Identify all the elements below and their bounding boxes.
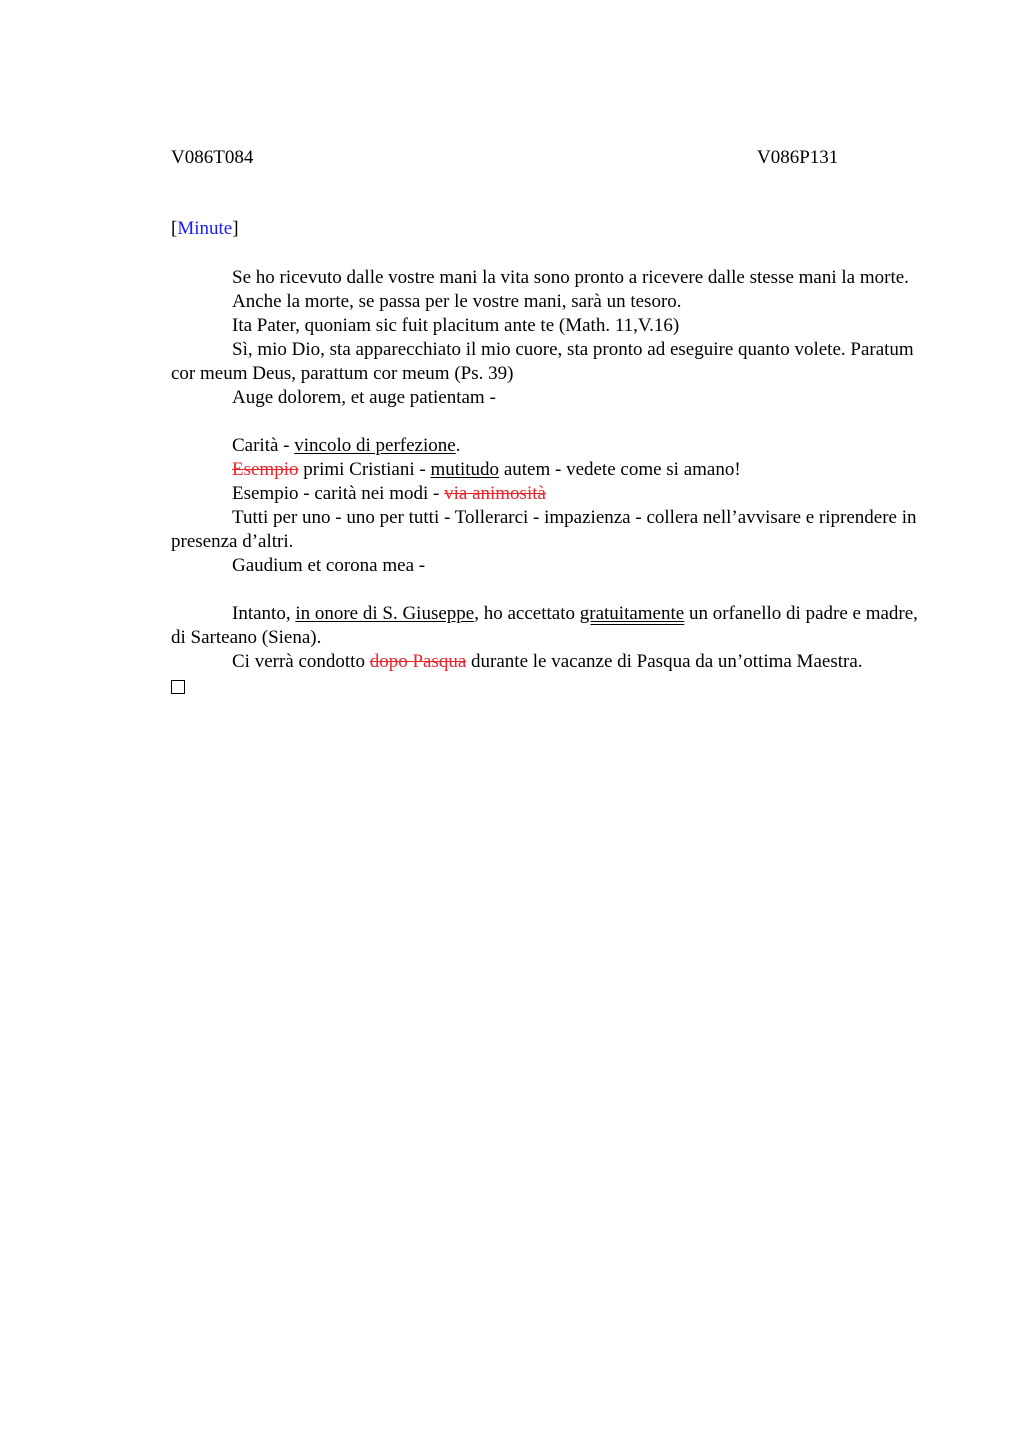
paragraph: Gaudium et corona mea - [232,555,426,576]
text-run: Intanto, [232,603,296,624]
deleted-text: dopo Pasqua [369,651,467,672]
document-body [171,266,921,701]
paragraph [171,650,921,674]
underlined-text: vincolo di perfezione [294,435,456,456]
end-marker [171,674,921,701]
deleted-text: Esempio [232,459,299,480]
paragraph: Sì, mio Dio, sta apparecchiato il mio cuore, sta pronto ad eseguire quanto volete. Paratum cor meum Deus, parattum cor meum (Ps. 39) [171,339,914,384]
checkbox-icon [171,680,185,694]
text-run: primi Cristiani - [298,459,431,480]
text-run: , ho accettato [474,603,580,624]
double-underlined-text: gratuitamente [579,603,685,624]
paragraph: Tutti per uno - uno per tutti - Tollerarci - impazienza - collera nell’avvisare e riprendere in presenza d’altri. [171,507,917,552]
document-id-left: V086T084 [171,147,254,168]
section-heading [171,217,239,241]
underlined-text: in onore di S. Giuseppe [295,603,475,624]
bracket-open: [ [171,218,178,239]
paragraph [171,434,921,458]
text-run: un orfanello di padre e madre, di Sarteano (Siena). [171,603,918,648]
paragraph [171,602,921,650]
text-run: Carità - [232,435,295,456]
text-run: durante le vacanze di Pasqua da un’ottima Maestra. [466,651,863,672]
paragraph [171,482,921,506]
paragraph: Auge dolorem, et auge patientam - [232,387,496,408]
deleted-text: via animosità [444,483,546,504]
blank-line [171,410,921,434]
paragraph: Se ho ricevuto dalle vostre mani la vita sono pronto a ricevere dalle stesse mani la morte. [232,267,909,288]
paragraph: Ita Pater, quoniam sic fuit placitum ante te (Math. 11,V.16) [232,315,680,336]
text-run: Ci verrà condotto [232,651,370,672]
underlined-text: mutitudo [430,459,500,480]
paragraph: Anche la morte, se passa per le vostre mani, sarà un tesoro. [232,291,682,312]
text-run: . [455,435,461,456]
text-run: autem - vedete come si amano! [499,459,741,480]
blank-line [171,578,921,602]
paragraph [171,458,921,482]
section-label: Minute [177,218,233,239]
text-run: Esempio - carità nei modi - [232,483,445,504]
document-id-right: V086P131 [757,147,839,168]
bracket-close: ] [232,218,239,239]
